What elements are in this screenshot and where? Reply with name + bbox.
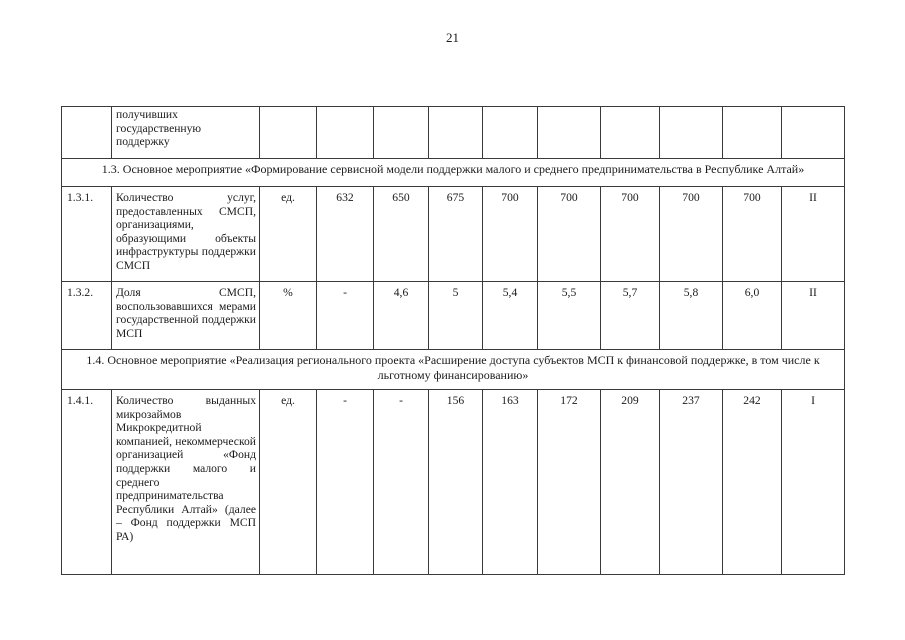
value-cell: 700 [723, 187, 782, 282]
value-cell [660, 107, 723, 159]
unit-cell: ед. [260, 390, 317, 575]
level-cell [782, 107, 845, 159]
value-cell: 700 [538, 187, 601, 282]
section-row [62, 159, 845, 187]
value-cell: 5,7 [601, 282, 660, 350]
value-cell [723, 107, 782, 159]
row-number: 1.4.1. [62, 390, 112, 575]
indicator-name: Количество выданных микрозаймов Микрокредитной компанией, некоммерческой организацией «Фонд поддержки малого и среднего предпринимательства Республики Алтай» (далее – Фонд поддержки МСП РА) [112, 390, 260, 575]
table-row [62, 282, 845, 350]
section-heading: 1.4. Основное мероприятие «Реализация регионального проекта «Расширение доступа субъектов МСП к финансовой поддержке, в том числе к льготному финансированию» [62, 350, 845, 390]
level-cell: II [782, 187, 845, 282]
indicator-name: Доля СМСП, воспользовавшихся мерами государственной поддержки МСП [112, 282, 260, 350]
page-number: 21 [446, 30, 459, 45]
value-cell: - [317, 282, 374, 350]
value-cell: 237 [660, 390, 723, 575]
indicator-name: получивших государственную поддержку [112, 107, 260, 159]
level-cell: II [782, 282, 845, 350]
row-number: 1.3.1. [62, 187, 112, 282]
level-cell: I [782, 390, 845, 575]
value-cell: 5,4 [483, 282, 538, 350]
value-cell: 6,0 [723, 282, 782, 350]
value-cell: - [317, 390, 374, 575]
value-cell: 172 [538, 390, 601, 575]
value-cell [374, 107, 429, 159]
value-cell: 5,8 [660, 282, 723, 350]
value-cell [538, 107, 601, 159]
unit-cell: ед. [260, 187, 317, 282]
value-cell: 163 [483, 390, 538, 575]
value-cell: 650 [374, 187, 429, 282]
value-cell: 5,5 [538, 282, 601, 350]
value-cell: 156 [429, 390, 483, 575]
value-cell [429, 107, 483, 159]
value-cell: 700 [483, 187, 538, 282]
value-cell: 700 [660, 187, 723, 282]
indicator-name: Количество услуг, предоставленных СМСП, организациями, образующими объекты инфраструктуры поддержки СМСП [112, 187, 260, 282]
table-row [62, 107, 845, 159]
value-cell: 5 [429, 282, 483, 350]
section-heading: 1.3. Основное мероприятие «Формирование сервисной модели поддержки малого и среднего предпринимательства в Республике Алтай» [62, 159, 845, 187]
value-cell: 242 [723, 390, 782, 575]
value-cell [317, 107, 374, 159]
section-row [62, 350, 845, 390]
row-number: 1.3.2. [62, 282, 112, 350]
value-cell [483, 107, 538, 159]
value-cell: 4,6 [374, 282, 429, 350]
value-cell [601, 107, 660, 159]
value-cell: 675 [429, 187, 483, 282]
value-cell: 700 [601, 187, 660, 282]
table-row [62, 187, 845, 282]
value-cell: - [374, 390, 429, 575]
unit-cell: % [260, 282, 317, 350]
row-number [62, 107, 112, 159]
indicators-table [61, 106, 845, 575]
value-cell: 209 [601, 390, 660, 575]
table-row [62, 390, 845, 575]
value-cell: 632 [317, 187, 374, 282]
unit-cell [260, 107, 317, 159]
